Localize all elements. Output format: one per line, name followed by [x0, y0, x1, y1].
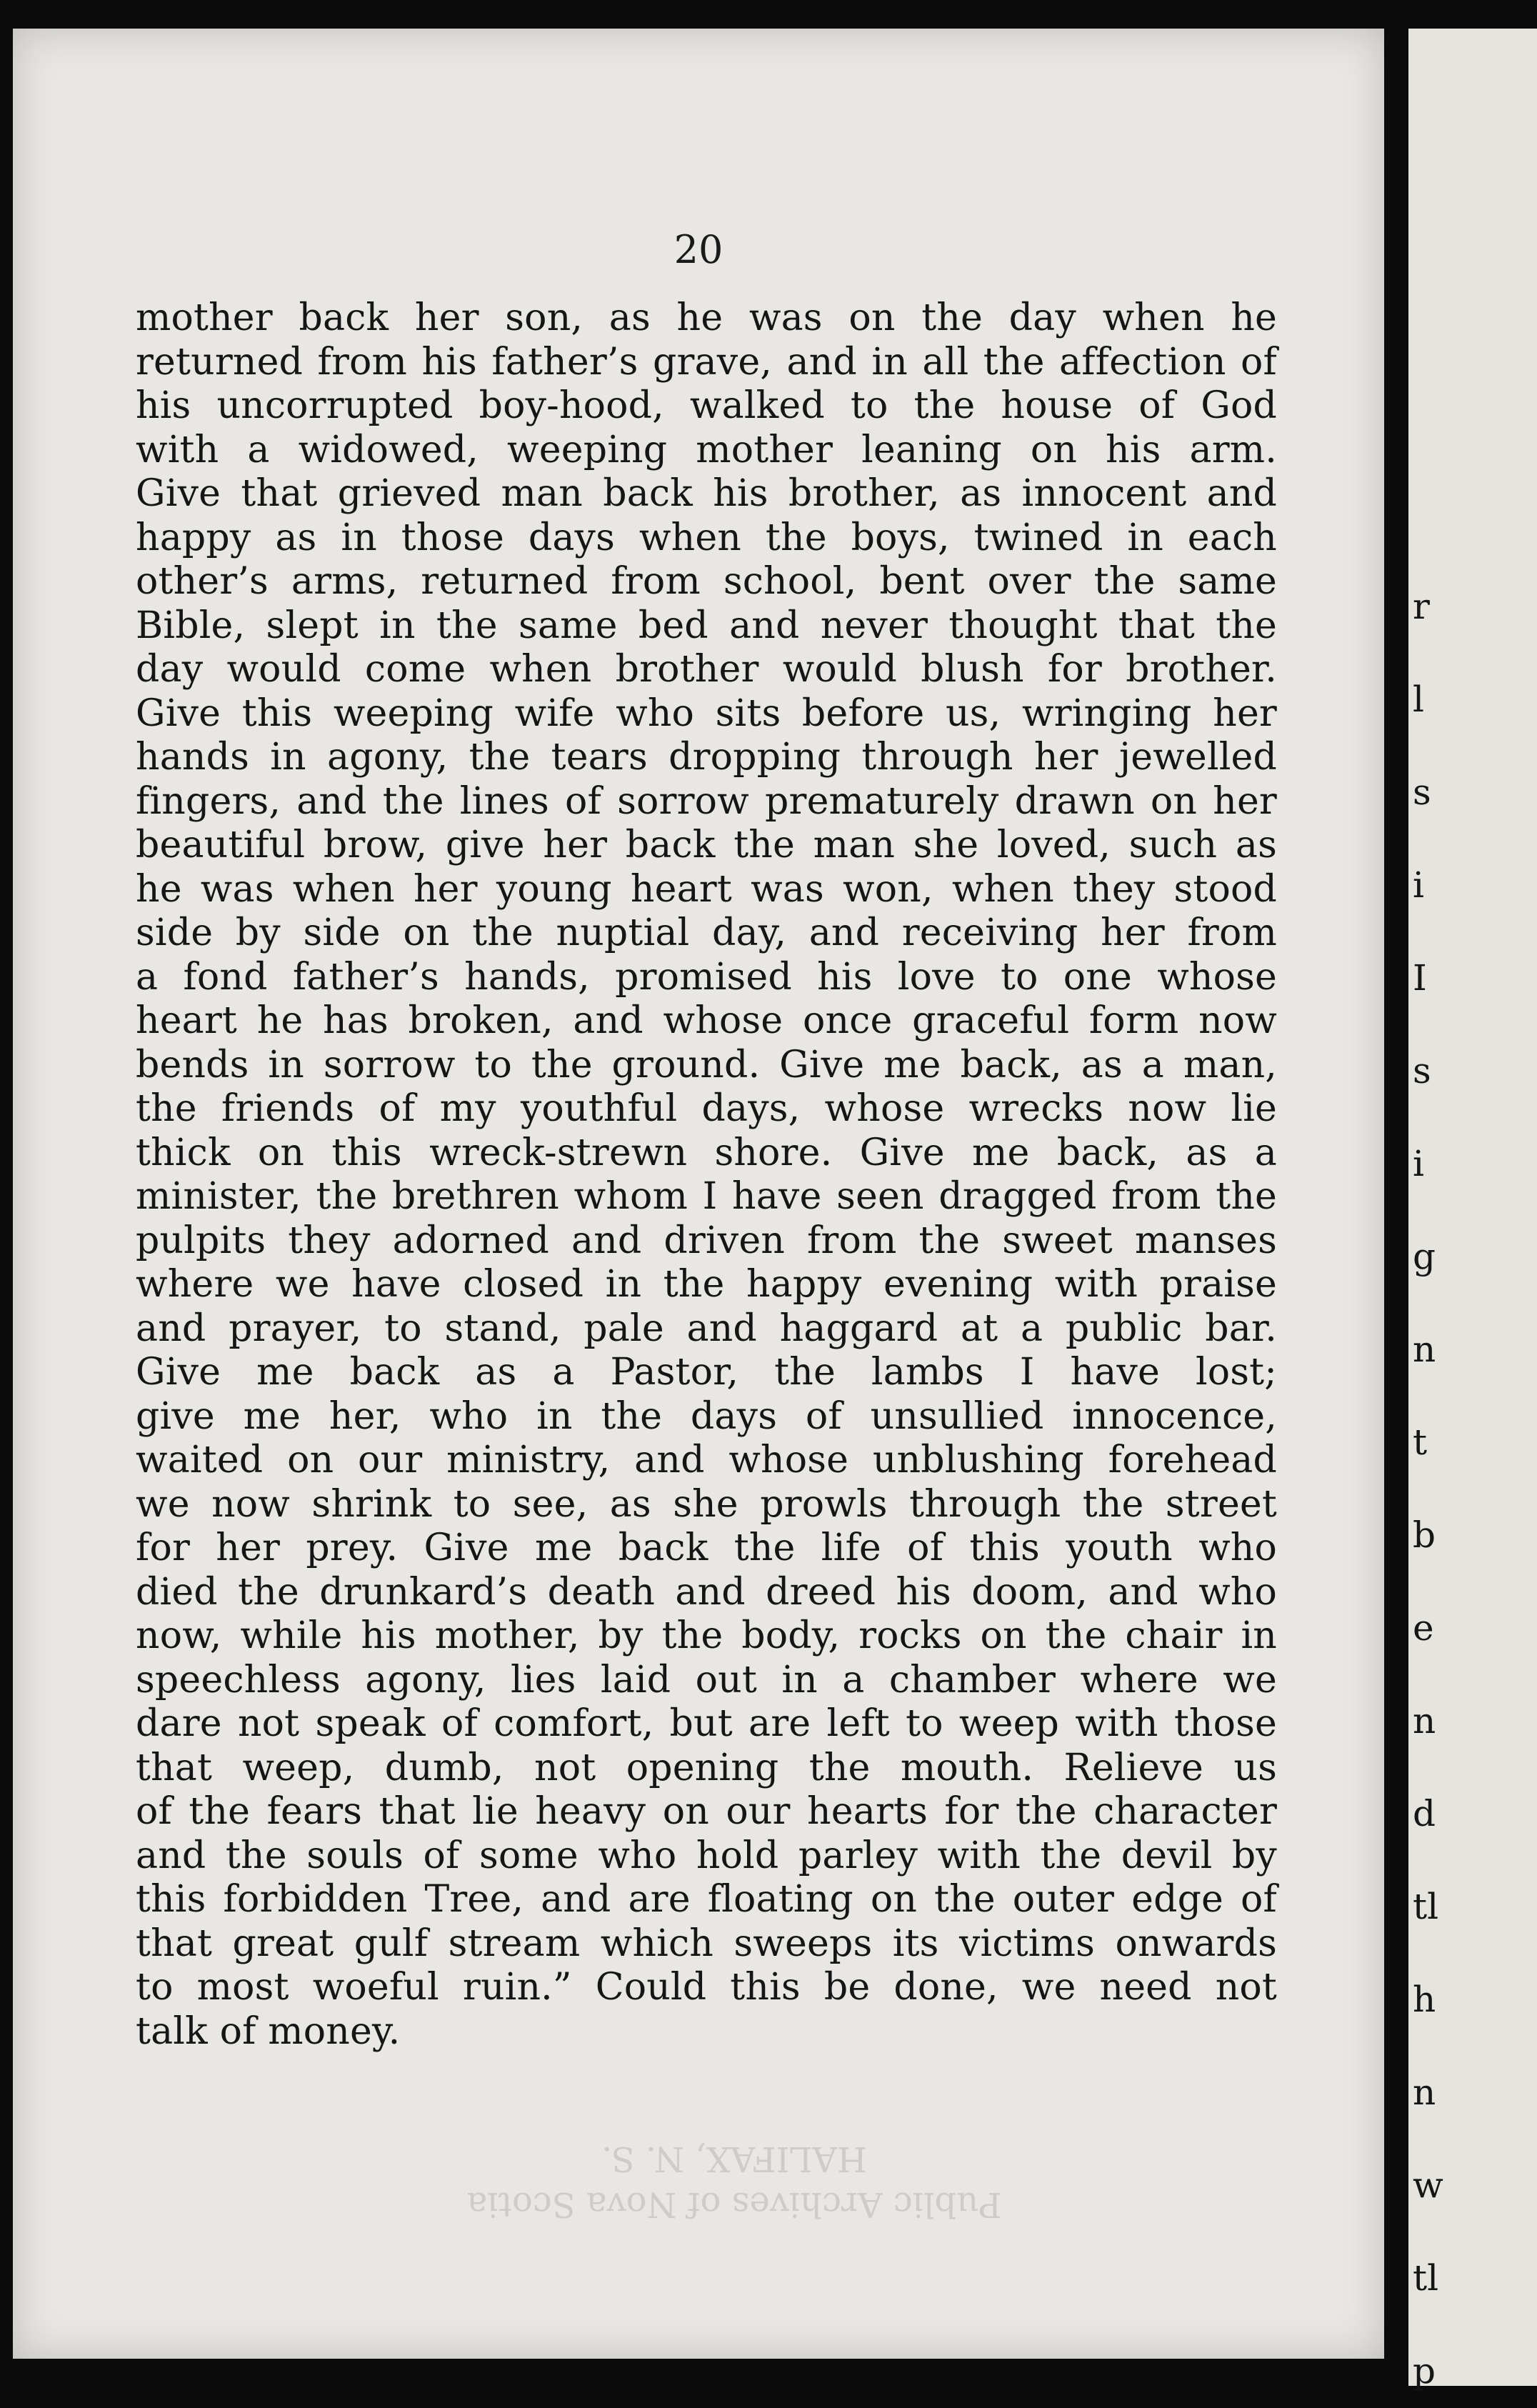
- text-line: and the souls of some who hold parley with the devil by: [136, 1834, 1277, 1877]
- facing-page-letter: t: [1413, 1422, 1428, 1463]
- text-line: heart he has broken, and whose once graceful form now: [136, 999, 1277, 1042]
- text-line: Bible, slept in the same bed and never thought that the: [136, 604, 1277, 647]
- watermark-line: HALIFAX, N. S.: [601, 2139, 867, 2179]
- text-line: speechless agony, lies laid out in a chamber where we: [136, 1658, 1277, 1702]
- body-text: [136, 296, 1277, 2054]
- book-page: [13, 29, 1384, 2359]
- facing-page-letter: d: [1413, 1793, 1436, 1834]
- facing-page-letter: r: [1413, 586, 1430, 627]
- text-line: died the drunkard’s death and dreed his doom, and who: [136, 1570, 1277, 1614]
- text-line: his uncorrupted boy-hood, walked to the house of God: [136, 384, 1277, 427]
- text-line: talk of money.: [136, 2009, 401, 2053]
- text-line: minister, the brethren whom I have seen dragged from the: [136, 1175, 1277, 1218]
- text-line: beautiful brow, give her back the man she loved, such as: [136, 824, 1277, 866]
- text-line: the friends of my youthful days, whose wrecks now lie: [136, 1087, 1277, 1130]
- text-line: for her prey. Give me back the life of this youth who: [136, 1527, 1277, 1569]
- text-line: dare not speak of comfort, but are left to weep with those: [136, 1702, 1277, 1745]
- page-number: 20: [674, 227, 724, 272]
- facing-page-letter: i: [1413, 864, 1424, 906]
- facing-page-letter: l: [1413, 679, 1424, 720]
- text-line: Give that grieved man back his brother, as innocent and: [136, 472, 1277, 515]
- text-line: a fond father’s hands, promised his love to one whose: [136, 955, 1277, 999]
- facing-page-letter: tl: [1413, 1886, 1439, 1927]
- text-line: hands in agony, the tears dropping through her jewelled: [136, 736, 1277, 779]
- facing-page-letter: w: [1413, 2164, 1443, 2206]
- facing-page-letter: i: [1413, 1143, 1424, 1184]
- text-line: returned from his father’s grave, and in all the affection of: [136, 340, 1277, 384]
- text-line: thick on this wreck-strewn shore. Give me back, as a: [136, 1131, 1277, 1174]
- facing-page-letter: tl: [1413, 2257, 1439, 2299]
- text-line: day would come when brother would blush for brother.: [136, 648, 1277, 691]
- facing-page-letter: n: [1413, 1329, 1436, 1370]
- watermark-line: Public Archives of Nova Scotia: [466, 2184, 1002, 2224]
- facing-page-letter: s: [1413, 1050, 1431, 1091]
- facing-page-letter: h: [1413, 1979, 1436, 2020]
- text-line: side by side on the nuptial day, and receiving her from: [136, 911, 1277, 954]
- text-line: pulpits they adorned and driven from the sweet manses: [136, 1219, 1277, 1262]
- text-line: now, while his mother, by the body, rocks on the chair in: [136, 1614, 1277, 1657]
- facing-page-letter: n: [1413, 2072, 1436, 2113]
- text-line: mother back her son, as he was on the day when he: [136, 296, 1277, 339]
- facing-page-edge: [1408, 29, 1537, 2392]
- text-line: fingers, and the lines of sorrow prematurely drawn on her: [136, 779, 1277, 823]
- text-line: give me her, who in the days of unsullied innocence,: [136, 1394, 1277, 1438]
- facing-page-letter: n: [1413, 1700, 1436, 1742]
- text-line: happy as in those days when the boys, twined in each: [136, 516, 1277, 559]
- text-line: he was when her young heart was won, when they stood: [136, 867, 1277, 911]
- text-line: that great gulf stream which sweeps its victims onwards: [136, 1922, 1277, 1965]
- text-line: with a widowed, weeping mother leaning on his arm.: [136, 428, 1277, 471]
- text-line: waited on our ministry, and whose unblushing forehead: [136, 1439, 1277, 1482]
- text-line: Give me back as a Pastor, the lambs I have lost;: [136, 1351, 1277, 1394]
- facing-page-letter: p: [1413, 2350, 1436, 2392]
- text-line: this forbidden Tree, and are floating on the outer edge of: [136, 1878, 1277, 1921]
- facing-page-letter: g: [1413, 1236, 1436, 1277]
- text-line: and prayer, to stand, pale and haggard at a public bar.: [136, 1307, 1277, 1350]
- text-line: we now shrink to see, as she prowls through the street: [136, 1482, 1277, 1526]
- text-line: that weep, dumb, not opening the mouth. Relieve us: [136, 1746, 1277, 1789]
- text-line: where we have closed in the happy evening with praise: [136, 1263, 1277, 1306]
- text-line: bends in sorrow to the ground. Give me back, as a man,: [136, 1043, 1277, 1086]
- facing-page-letter: I: [1413, 957, 1427, 999]
- facing-page-letter: e: [1413, 1607, 1434, 1649]
- text-line: to most woeful ruin.” Could this be done, we need not: [136, 1966, 1277, 2009]
- facing-page-letter: b: [1413, 1514, 1436, 1556]
- archive-watermark: [413, 2136, 1056, 2227]
- text-line: Give this weeping wife who sits before us, wringing her: [136, 691, 1277, 735]
- facing-page-letter: s: [1413, 771, 1431, 813]
- text-line: of the fears that lie heavy on our hearts for the character: [136, 1790, 1277, 1833]
- text-line: other’s arms, returned from school, bent over the same: [136, 560, 1277, 603]
